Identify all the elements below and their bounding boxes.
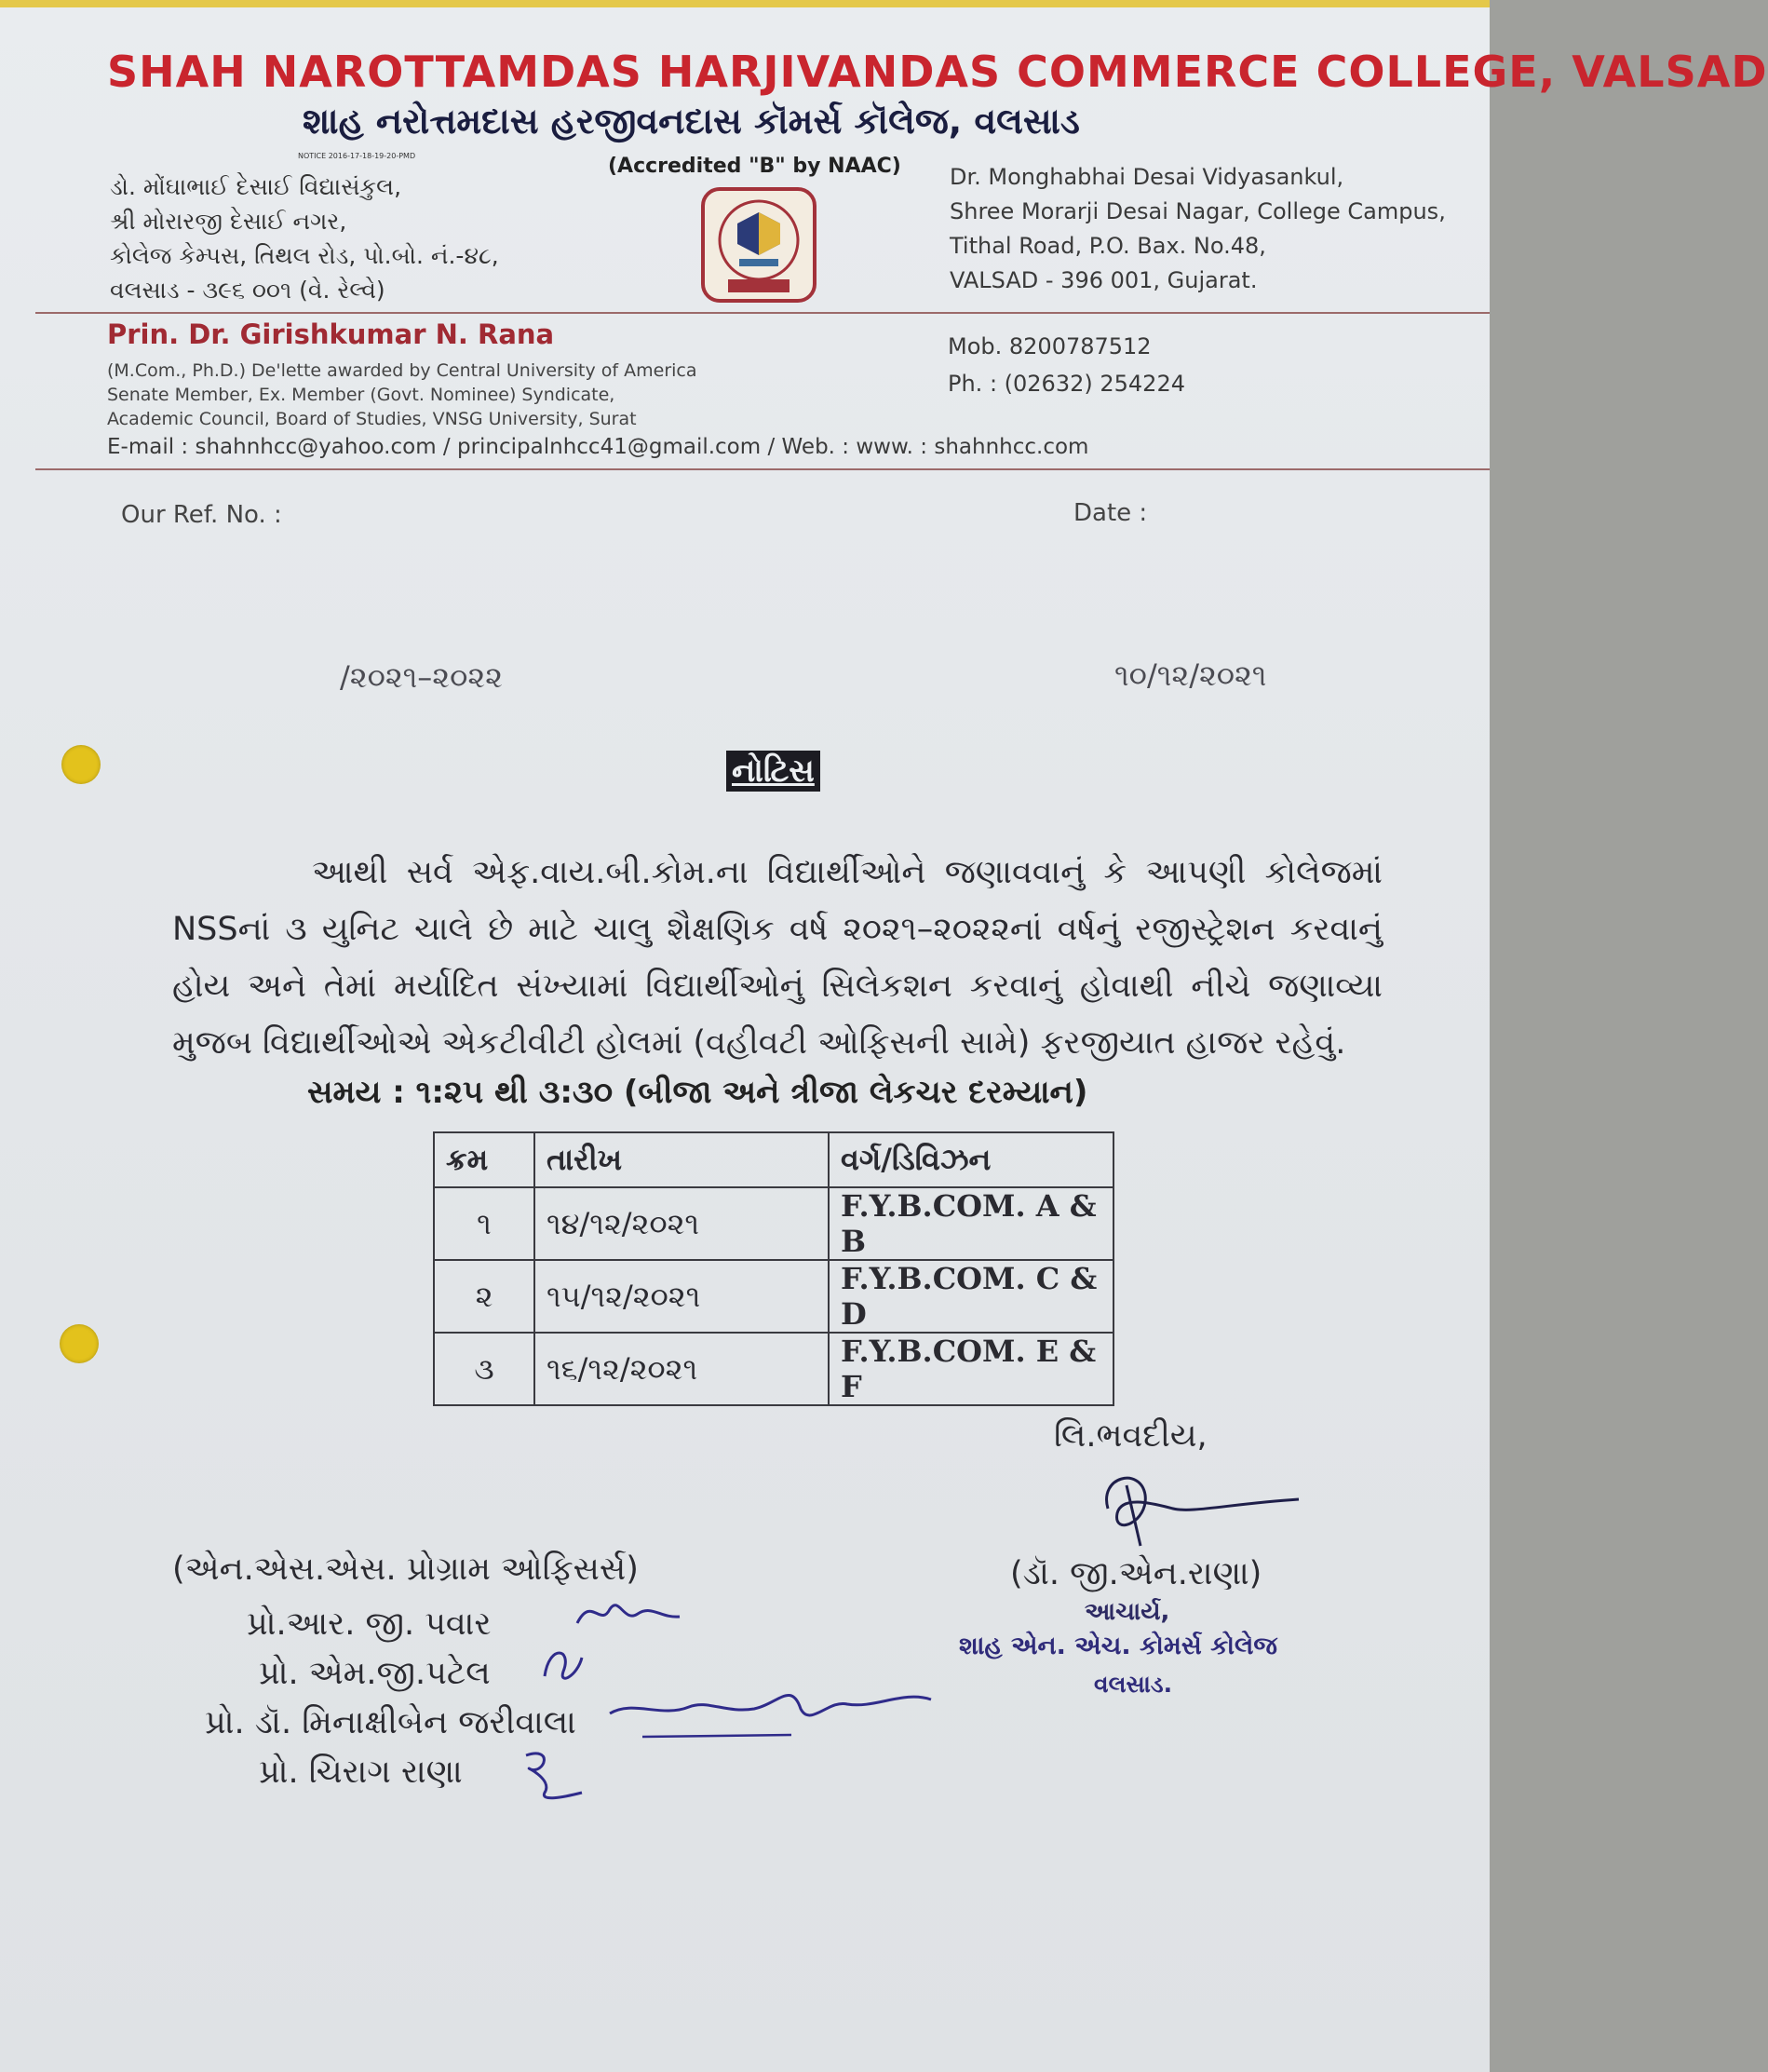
phone-number: Ph. : (02632) 254224 — [948, 371, 1185, 397]
notice-paragraph: આથી સર્વ એફ.વાય.બી.કોમ.ના વિદ્યાર્થીઓને જણાવવાનું કે આપણી કોલેજમાં NSSનાં ૩ યુનિટ ચાલે છે માટે ચાલુ શૈક્ષણિક વર્ષ ૨૦૨૧–૨૦૨૨નાં વર્ષનું રજીસ્ટ્રેશન કરવાનું હોય અને તેમાં મર્યાદિત સંખ્યામાં વિદ્યાર્થીઓનું સિલેકશન કરવાનું હોવાથી નીચે જણાવ્યા મુજબ વિદ્યાર્થીઓએ એકટીવીટી હોલમાં (વહીવટી ઓફિસની સામે) ફરજીયાત હાજર રહેવું. — [172, 854, 1383, 1062]
table-cell: ૨ — [434, 1260, 534, 1333]
notice-title: નોટિસ — [726, 751, 820, 792]
principal-credentials — [107, 359, 697, 431]
principal-designation: આચાર્ય, — [1085, 1598, 1170, 1626]
table-cell: ૧૫/૧૨/૨૦૨૧ — [534, 1260, 829, 1333]
officer-signature — [573, 1591, 684, 1637]
college-name-gujarati: શાહ નરોત્તમદાસ હરજીવનદાસ કૉમર્સ કૉલેજ, વલસાડ — [303, 101, 1080, 142]
address-gujarati — [110, 169, 499, 307]
contact-numbers — [948, 328, 1185, 402]
table-cell: ૧૬/૧૨/૨૦૨૧ — [534, 1333, 829, 1405]
college-logo — [700, 186, 817, 304]
column-header: ક્રમ — [434, 1132, 534, 1187]
officer-name: પ્રો. ચિરાગ રાણા — [259, 1754, 463, 1791]
schedule-table — [433, 1131, 1114, 1406]
officers-heading: (એન.એસ.એસ. પ્રોગ્રામ ઓફિસર્સ) — [172, 1551, 639, 1588]
table-cell: ૧ — [434, 1187, 534, 1260]
accreditation-text: (Accredited "B" by NAAC) — [608, 155, 901, 178]
college-name-english: SHAH NAROTTAMDAS HARJIVANDAS COMMERCE COLLEGE, VALSAD — [107, 47, 1768, 97]
credential-line: Senate Member, Ex. Member (Govt. Nominee) Syndicate, — [107, 385, 615, 405]
table-cell: ૧૪/૧૨/૨૦૨૧ — [534, 1187, 829, 1260]
table-cell: F.Y.B.COM. E & F — [829, 1333, 1113, 1405]
address-line: Shree Morarji Desai Nagar, College Campus, — [950, 198, 1446, 224]
address-line: કોલેજ કેમ્પસ, તિથલ રોડ, પો.બો. નં.-૪૮, — [110, 242, 499, 269]
ref-label: Our Ref. No. : — [121, 501, 282, 529]
address-line: શ્રી મોરારજી દેસાઈ નગર, — [110, 208, 347, 235]
address-line: Tithal Road, P.O. Bax. No.48, — [950, 233, 1266, 259]
address-line: VALSAD - 396 001, Gujarat. — [950, 267, 1258, 293]
header-divider — [35, 468, 1490, 470]
officer-name: પ્રો. ડૉ. મિનાક્ષીબેન જરીવાલા — [205, 1704, 576, 1741]
column-header: તારીખ — [534, 1132, 829, 1187]
credential-line: (M.Com., Ph.D.) De'lette awarded by Central University of America — [107, 360, 697, 381]
table-cell: ૩ — [434, 1333, 534, 1405]
column-header: વર્ગ/ડિવિઝન — [829, 1132, 1113, 1187]
address-line: વલસાડ - ૩૯૬ ૦૦૧ (વે. રેલ્વે) — [110, 277, 385, 304]
credential-line: Academic Council, Board of Studies, VNSG University, Surat — [107, 409, 637, 429]
table-cell: F.Y.B.COM. C & D — [829, 1260, 1113, 1333]
date-label: Date : — [1073, 499, 1148, 527]
folder-edge — [0, 0, 1490, 7]
officer-name: પ્રો. એમ.જી.પટેલ — [259, 1655, 491, 1692]
college-stamp: શાહ એન. એચ. કોમર્સ કોલેજ — [959, 1632, 1277, 1660]
address-english — [950, 160, 1446, 298]
address-line: ડો. મોંઘાભાઈ દેસાઈ વિદ્યાસંકુલ, — [110, 173, 402, 200]
principal-signoff-name: (ડૉ. જી.એન.રાણા) — [1010, 1555, 1262, 1592]
table-row — [434, 1260, 1113, 1333]
officer-name: પ્રો.આર. જી. પવાર — [247, 1605, 492, 1643]
table-header-row — [434, 1132, 1113, 1187]
notice-tiny-text: NOTICE 2016-17-18-19-20-PMD — [298, 152, 416, 160]
officer-signature — [535, 1639, 591, 1695]
closing-salutation: લિ.ભવદીય, — [1054, 1417, 1208, 1455]
binder-hole — [60, 1324, 99, 1363]
notice-date: ૧૦/૧૨/૨૦૨૧ — [1114, 657, 1267, 693]
principal-signature — [1089, 1457, 1313, 1560]
email-web-line: E-mail : shahnhcc@yahoo.com / principalnhcc41@gmail.com / Web. : www. : shahnhcc.com — [107, 435, 1089, 459]
reference-number: /૨૦૨૧–૨૦૨૨ — [340, 659, 503, 695]
officer-signature — [605, 1672, 940, 1755]
principal-name: Prin. Dr. Girishkumar N. Rana — [107, 318, 555, 350]
time-line: સમય : ૧:૨૫ થી ૩:૩૦ (બીજા અને ત્રીજા લેકચર દરમ્યાન) — [307, 1074, 1088, 1111]
address-line: Dr. Monghabhai Desai Vidyasankul, — [950, 164, 1344, 190]
officer-signature — [517, 1741, 591, 1807]
table-row — [434, 1187, 1113, 1260]
college-stamp-city: વલસાડ. — [1094, 1671, 1173, 1698]
binder-hole — [61, 745, 101, 784]
table-row — [434, 1333, 1113, 1405]
mobile-number: Mob. 8200787512 — [948, 333, 1152, 359]
notice-body — [172, 845, 1383, 1072]
table-cell: F.Y.B.COM. A & B — [829, 1187, 1113, 1260]
header-divider — [35, 312, 1490, 314]
